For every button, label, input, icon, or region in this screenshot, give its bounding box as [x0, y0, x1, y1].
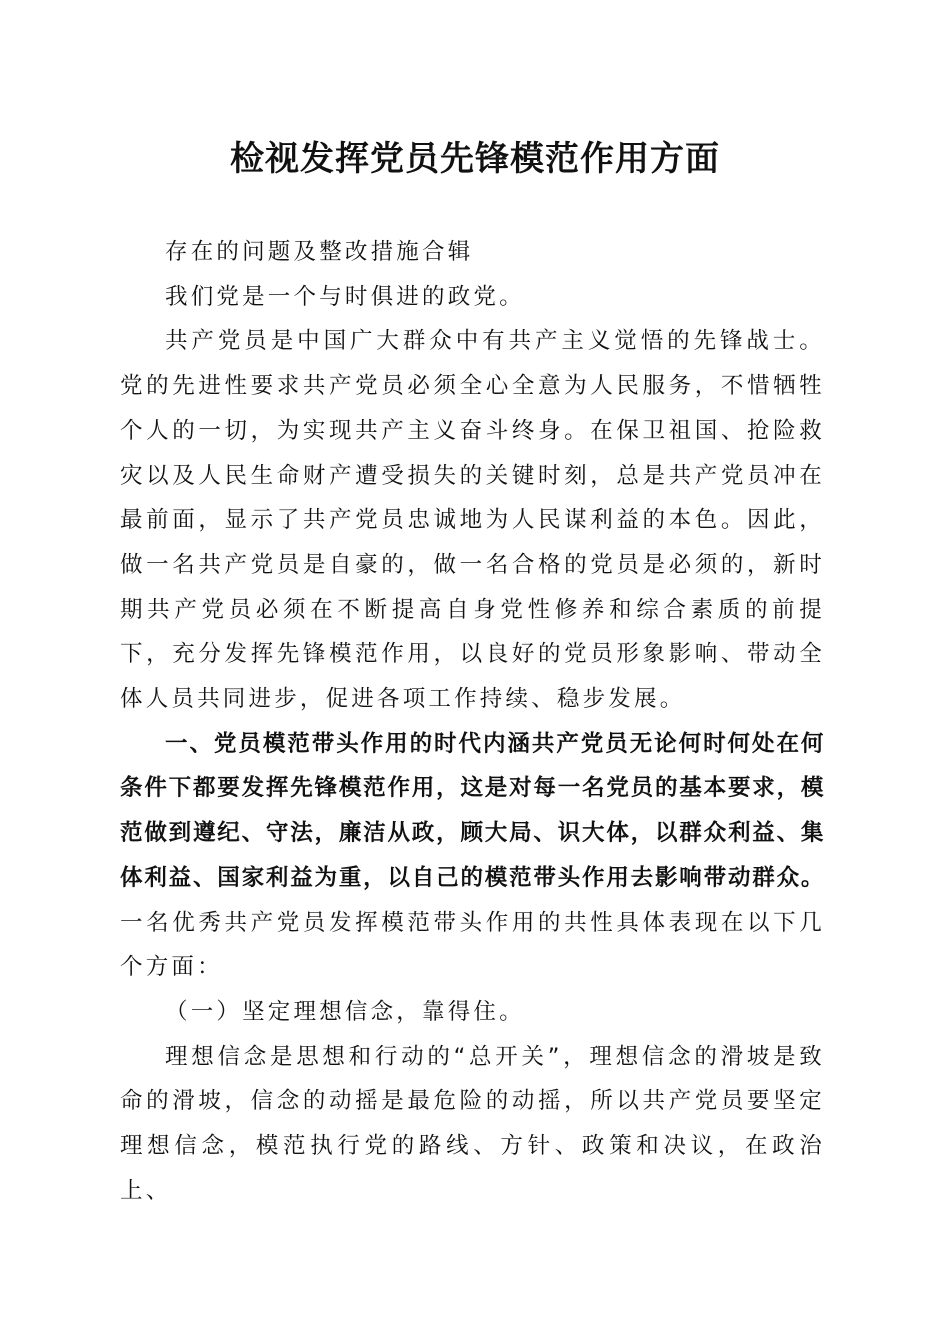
paragraph-intro: 我们党是一个与时俱进的政党。 [165, 283, 525, 310]
section-one-text: 一名优秀共产党员发挥模范带头作用的共性具体表现在以下几个方面： [120, 909, 825, 981]
paragraph-ideals: 理想信念是思想和行动的“总开关”，理想信念的滑坡是致命的滑坡，信念的动摇是最危险的动摇，所以共产党员要坚定理想信念，模范执行党的路线、方针、政策和决议，在政治上、 [120, 1043, 825, 1204]
section-one-heading: 一、党员模范带头作用的时代内涵共产党员无论何时何处在何条件下都要发挥先锋模范作用，这是对每一名党员的基本要求，模范做到遵纪、守法，廉洁从政，顾大局、识大体，以群众利益、集体利益、国家利益为重，以自己的模范带头作用去影响带动群众。 [120, 730, 825, 891]
paragraph-subheading-one: （一）坚定理想信念，靠得住。 [165, 998, 525, 1025]
paragraph-subtitle: 存在的问题及整改措施合辑 [165, 239, 474, 265]
paragraph-party-member: 共产党员是中国广大群众中有共产主义觉悟的先锋战士。党的先进性要求共产党员必须全心全意为人民服务，不惜牺牲个人的一切，为实现共产主义奋斗终身。在保卫祖国、抢险救灾以及人民生命财产遭受损失的关键时刻，总是共产党员冲在最前面，显示了共产党员忠诚地为人民谋利益的本色。因此，做一名共产党员是自豪的，做一名合格的党员是必须的，新时期共产党员必须在不断提高自身党性修养和综合素质的前提下，充分发挥先锋模范作用，以良好的党员形象影响、带动全体人员共同进步，促进各项工作持续、稳步发展。 [120, 328, 825, 713]
document-body [120, 230, 825, 1213]
document-title: 检视发挥党员先锋模范作用方面 [230, 139, 720, 179]
paragraph-section-one [120, 722, 825, 990]
